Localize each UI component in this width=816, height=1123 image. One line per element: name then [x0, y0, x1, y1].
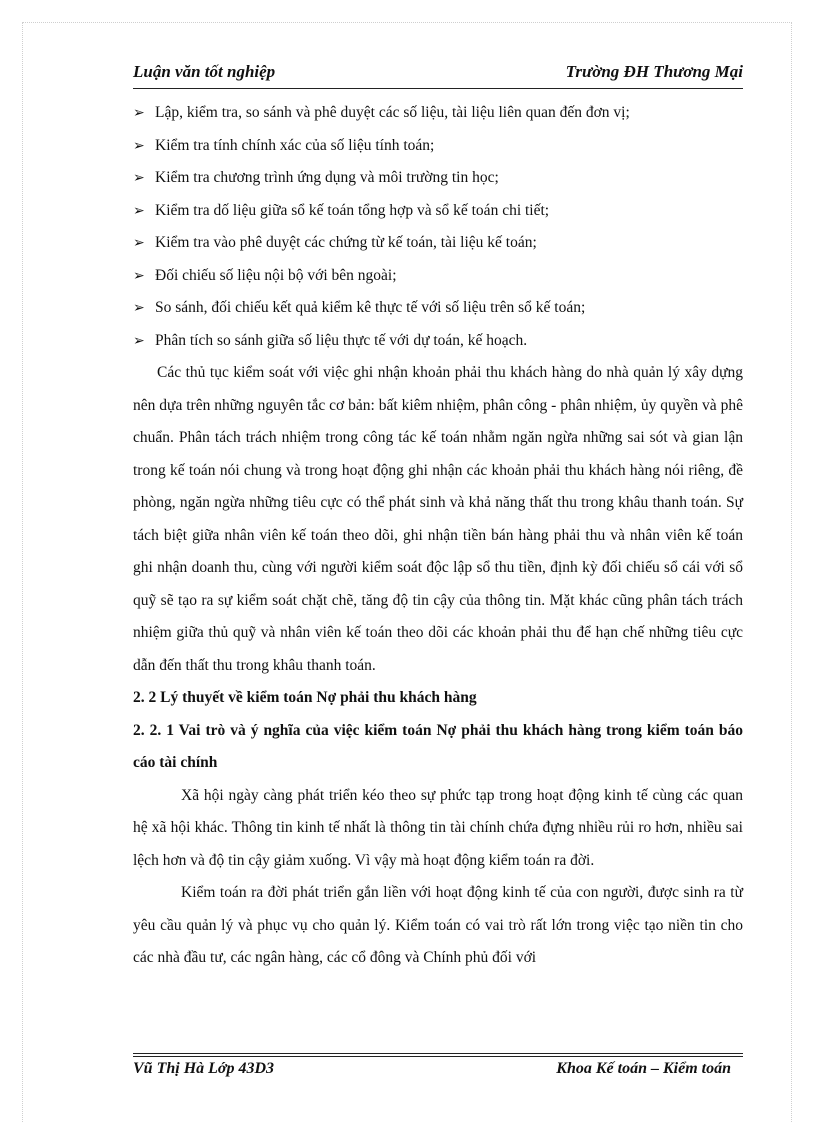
header-thesis-title: Luận văn tốt nghiệp — [133, 62, 276, 81]
arrow-bullet-icon: ➢ — [133, 137, 145, 154]
arrow-bullet-icon: ➢ — [133, 105, 145, 121]
arrow-bullet-icon: ➢ — [133, 235, 145, 251]
list-item: ➢ Phân tích so sánh giữa số liệu thực tế với dự toán, kế hoạch. — [133, 325, 743, 358]
header-rule — [133, 88, 743, 89]
bullet-list — [133, 97, 743, 357]
arrow-bullet-icon: ➢ — [133, 332, 145, 349]
list-item: ➢ Kiểm tra tính chính xác của số liệu tính toán; — [133, 130, 743, 163]
arrow-bullet-icon: ➢ — [133, 170, 145, 186]
page-header — [133, 58, 743, 84]
list-item: ➢ Kiểm tra dố liệu giữa sổ kế toán tổng hợp và sổ kế toán chi tiết; — [133, 195, 743, 228]
arrow-bullet-icon: ➢ — [133, 300, 145, 316]
subsection-heading: 2. 2. 1 Vai trò và ý nghĩa của việc kiểm toán Nợ phải thu khách hàng trong kiểm toán báo cáo tài chính — [133, 721, 743, 771]
page-content — [133, 97, 743, 975]
list-item: ➢ Lập, kiểm tra, so sánh và phê duyệt các số liệu, tài liệu liên quan đến đơn vị; — [133, 97, 743, 130]
arrow-bullet-icon: ➢ — [133, 267, 145, 284]
list-item: ➢ So sánh, đối chiếu kết quả kiểm kê thực tế với số liệu trên sổ kế toán; — [133, 292, 743, 325]
footer-department: Khoa Kế toán – Kiểm toán — [556, 1060, 731, 1077]
paragraph-audit-origin: Kiểm toán ra đời phát triển gắn liền với hoạt động kinh tế của con người, được sinh ra từ yêu cầu quản lý và phục vụ cho quản lý. Kiểm toán có vai trò rất lớn trong việc tạo niền tin cho các nhà đầu tư, các ngân hàng, các cổ đông và Chính phủ đối với — [133, 884, 743, 966]
section-heading: 2. 2 Lý thuyết về kiểm toán Nợ phải thu khách hàng — [133, 689, 477, 706]
footer-rule-top — [133, 1053, 743, 1054]
list-item: ➢ Kiểm tra chương trình ứng dụng và môi trường tin học; — [133, 162, 743, 195]
header-university: Trường ĐH Thương Mại — [565, 62, 743, 81]
list-item: ➢ Đối chiếu số liệu nội bộ với bên ngoài; — [133, 260, 743, 293]
footer-rule-bottom — [133, 1056, 743, 1057]
list-item: ➢ Kiểm tra vào phê duyệt các chứng từ kế toán, tài liệu kế toán; — [133, 227, 743, 260]
page-footer — [133, 1058, 743, 1084]
footer-author: Vũ Thị Hà Lớp 43D3 — [133, 1060, 275, 1077]
paragraph-internal-control: Các thủ tục kiểm soát với việc ghi nhận khoản phải thu khách hàng do nhà quản lý xây dựng nên dựa trên những nguyên tắc cơ bản: bất kiêm nhiệm, phân công - phân nhiệm, ủy quyền và phê chuẩn. Phân tách trách nhiệm trong công tác kế toán nhằm ngăn ngừa những sai sót và gian lận trong kế toán nói chung và trong hoạt động ghi nhận các khoản phải thu khách hàng nói riêng, đề phòng, ngăn ngừa những tiêu cực có thể phát sinh và khả năng thất thu trong khâu thanh toán. Sự tách biệt giữa nhân viên kế toán theo dõi, ghi nhận tiền bán hàng phải thu và nhân viên kế toán ghi nhận doanh thu, cùng với người kiểm soát độc lập sổ thu tiền, định kỳ đối chiếu sổ cái với sổ quỹ sẽ tạo ra sự kiểm soát chặt chẽ, tăng độ tin cậy của thông tin. Mặt khác cũng phân tách trách nhiệm giữa thủ quỹ và nhân viên kế toán theo dõi các khoản phải thu để hạn chế những tiêu cực dẫn đến thất thu trong khâu thanh toán. — [133, 364, 743, 674]
arrow-bullet-icon: ➢ — [133, 202, 145, 219]
paragraph-society: Xã hội ngày càng phát triển kéo theo sự phức tạp trong hoạt động kinh tế cùng các quan hệ xã hội khác. Thông tin kinh tế nhất là thông tin tài chính chứa đựng nhiều rủi ro hơn, nhiều sai lệch hơn và độ tin cậy giảm xuống. Vì vậy mà hoạt động kiểm toán ra đời. — [133, 786, 743, 869]
